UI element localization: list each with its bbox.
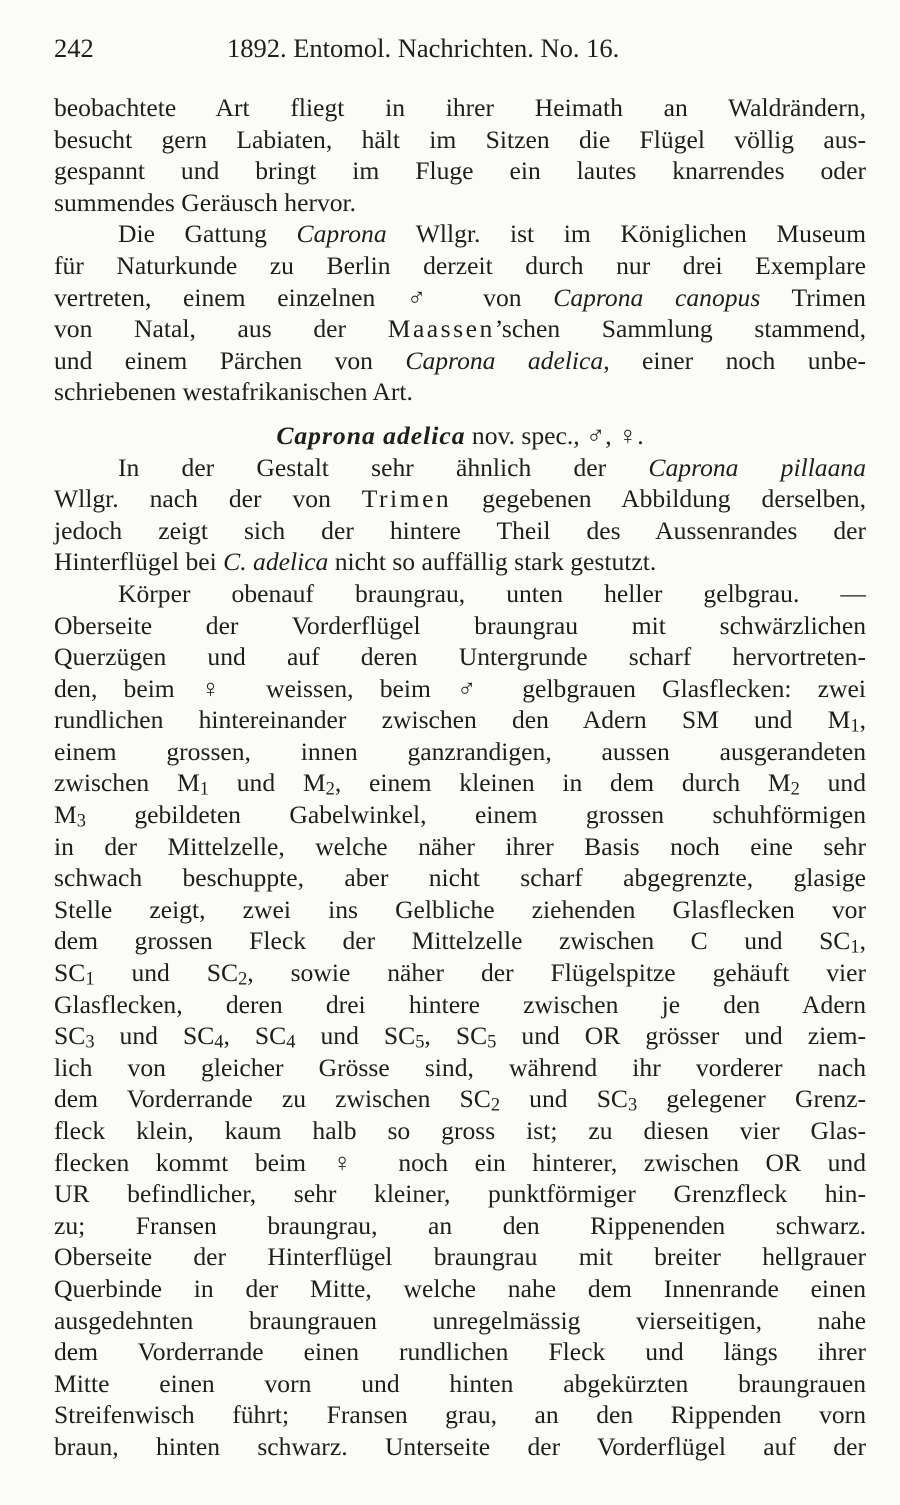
text-line: fleck klein, kaum halb so gross ist; zu diesen vier Glas- — [54, 1116, 866, 1145]
text-line: UR befindlicher, sehr kleiner, punktförmiger Grenzfleck hin- — [54, 1179, 866, 1209]
species-heading: Caprona adelica nov. spec., ♂, ♀. — [276, 420, 644, 450]
text-line: flecken kommt beim ♀ noch ein hinterer, zwischen OR und — [54, 1147, 866, 1177]
text-line: lich von gleicher Grösse sind, während ihr vorderer nach — [54, 1052, 866, 1082]
text-line: jedoch zeigt sich der hintere Theil des Aussenrandes der — [54, 515, 866, 545]
text-line: Streifenwisch führt; Fransen grau, an den Rippenden vorn — [54, 1400, 866, 1430]
text-line: für Naturkunde zu Berlin derzeit durch nur drei Exemplare — [54, 250, 866, 280]
text-line: in der Mittelzelle, welche näher ihrer Basis noch eine sehr — [54, 831, 866, 861]
page-number: 242 — [54, 33, 94, 63]
text-line: Querzügen und auf deren Untergrunde scharf hervortreten- — [54, 642, 866, 672]
text-line: Mitte einen vorn und hinten abgekürzten braungrauen — [54, 1368, 866, 1398]
text-line: Oberseite der Vorderflügel braungrau mit schwärzlichen — [54, 610, 866, 640]
text-line: SC1 und SC2, sowie näher der Flügelspitze gehäuft vier — [54, 958, 867, 989]
text-line: besucht gern Labiaten, hält im Sitzen die Flügel völlig aus- — [54, 124, 866, 154]
text-line: Glasflecken, deren drei hintere zwischen je den Adern — [54, 989, 866, 1019]
text-line: rundlichen hintereinander zwischen den Adern SM und M1, — [54, 705, 866, 736]
text-line: einem grossen, innen ganzrandigen, aussen ausgerandeten — [54, 736, 866, 766]
text-line: ausgedehnten braungrauen unregelmässig vierseitigen, nahe — [54, 1305, 866, 1335]
text-line: Stelle zeigt, zwei ins Gelbliche ziehenden Glasflecken vor — [54, 894, 866, 924]
text-line: Körper obenauf braungrau, unten heller gelbgrau. — — [118, 578, 866, 608]
running-header — [54, 28, 866, 68]
text-line: summendes Geräusch hervor. — [54, 187, 357, 217]
text-line: M3 gebildeten Gabelwinkel, einem grossen schuhförmigen — [54, 800, 866, 831]
text-line: In der Gestalt sehr ähnlich der Caprona pillaana — [118, 452, 866, 482]
text-line: braun, hinten schwarz. Unterseite der Vorderflügel auf der — [54, 1431, 866, 1461]
text-line: Hinterflügel bei C. adelica nicht so auffällig stark gestutzt. — [54, 547, 657, 577]
text-line: zwischen M1 und M2, einem kleinen in dem durch M2 und — [54, 768, 866, 799]
text-line: den, beim ♀ weissen, beim ♂ gelbgrauen Glasflecken: zwei — [54, 673, 866, 703]
text-line: und einem Pärchen von Caprona adelica, einer noch unbe- — [54, 345, 866, 375]
text-line: Wllgr. nach der von Trimen gegebenen Abbildung derselben, — [54, 484, 866, 514]
text-line: beobachtete Art fliegt in ihrer Heimath an Waldrändern, — [54, 93, 866, 122]
text-line: Querbinde in der Mitte, welche nahe dem Innenrande einen — [54, 1273, 866, 1303]
text-line: gespannt und bringt im Fluge ein lautes knarrendes oder — [54, 156, 866, 186]
text-line: dem Vorderrande einen rundlichen Fleck und längs ihrer — [54, 1337, 866, 1367]
text-line: dem Vorderrande zu zwischen SC2 und SC3 gelegener Grenz- — [54, 1084, 867, 1115]
text-line: Die Gattung Caprona Wllgr. ist im Königlichen Museum — [118, 219, 866, 249]
text-line: SC3 und SC4, SC4 und SC5, SC5 und OR grösser und ziem- — [54, 1021, 867, 1052]
body-text — [54, 92, 866, 1463]
text-line: dem grossen Fleck der Mittelzelle zwischen C und SC1, — [54, 926, 866, 957]
text-line: schwach beschuppte, aber nicht scharf abgegrenzte, glasige — [54, 863, 866, 893]
text-line: schriebenen westafrikanischen Art. — [54, 377, 413, 407]
text-line: Oberseite der Hinterflügel braungrau mit breiter hellgrauer — [54, 1242, 866, 1272]
text-line: vertreten, einem einzelnen ♂ von Caprona canopus Trimen — [54, 282, 866, 312]
text-line: von Natal, aus der Maassen’schen Sammlung stammend, — [54, 314, 866, 344]
text-line: zu; Fransen braungrau, an den Rippenenden schwarz. — [54, 1210, 866, 1240]
journal-title: 1892. Entomol. Nachrichten. No. 16. — [227, 33, 620, 63]
